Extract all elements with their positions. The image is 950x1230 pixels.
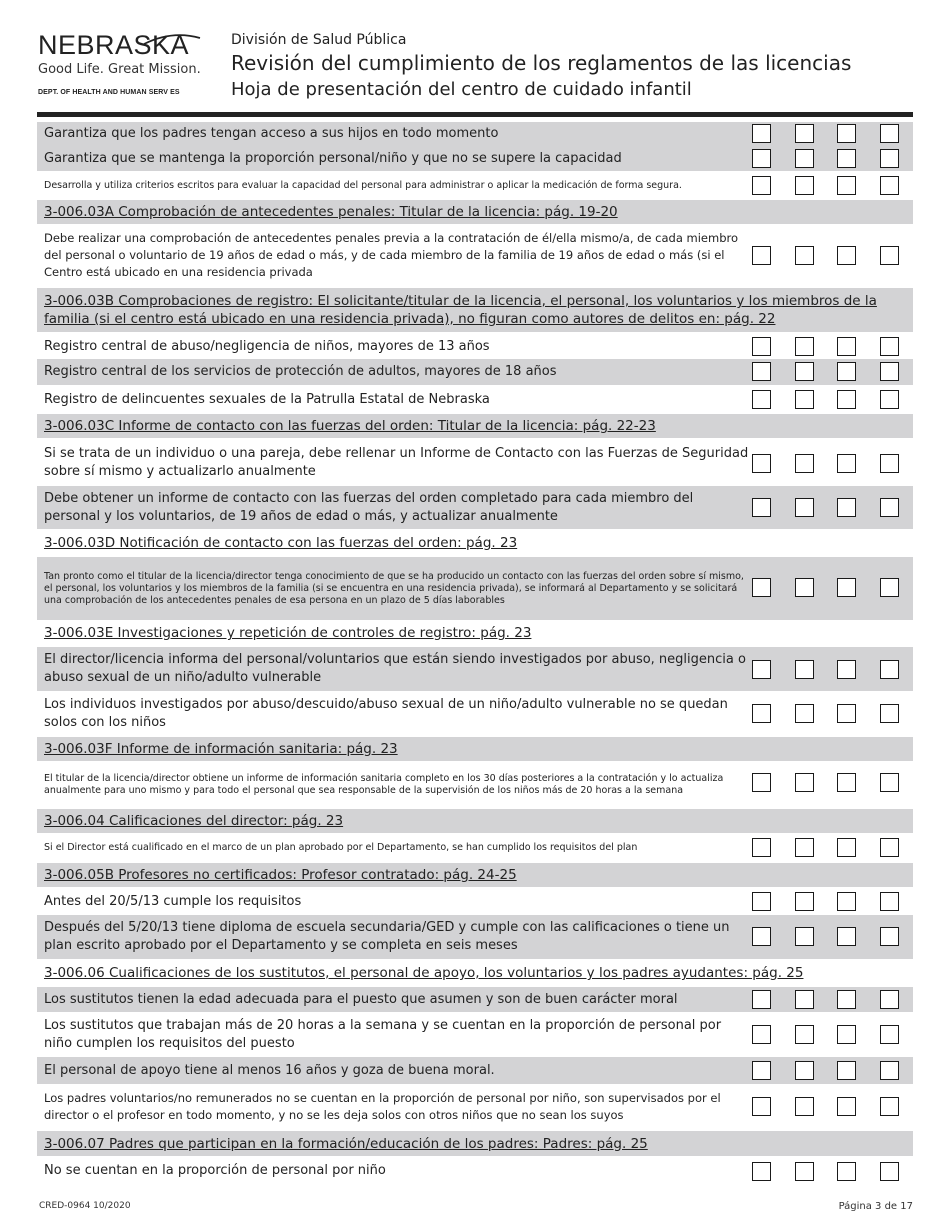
checkbox[interactable] <box>752 704 771 723</box>
checkbox[interactable] <box>752 149 771 168</box>
row-text: Los sustitutos que trabajan más de 20 horas a la semana y se cuentan en la proporción de personal por niño cumplen los requisitos del puesto <box>44 1017 722 1051</box>
section-title: 3-006.03A Comprobación de antecedentes penales: Titular de la licencia: pág. 19-20 <box>44 204 618 220</box>
row-text: Registro central de abuso/negligencia de niños, mayores de 13 años <box>44 338 490 354</box>
checkbox[interactable] <box>795 704 814 723</box>
section-title: 3-006.04 Calificaciones del director: pág. 23 <box>44 813 344 829</box>
section-heading <box>37 621 913 645</box>
checkbox[interactable] <box>795 838 814 857</box>
section-heading <box>37 961 913 985</box>
section-heading <box>37 737 913 761</box>
checkbox[interactable] <box>837 1097 856 1116</box>
row-text: El personal de apoyo tiene al menos 16 años y goza de buena moral. <box>44 1062 495 1078</box>
checkbox[interactable] <box>880 246 899 265</box>
page-title: Revisión del cumplimiento de los reglamentos de las licencias <box>231 51 852 75</box>
checkbox[interactable] <box>795 990 814 1009</box>
header-rule <box>37 112 913 117</box>
row-text: Si el Director está cualificado en el marco de un plan aprobado por el Departamento, se han cumplido los requisitos del plan <box>44 842 638 853</box>
checkbox[interactable] <box>752 246 771 265</box>
checkbox[interactable] <box>880 892 899 911</box>
checkbox[interactable] <box>752 337 771 356</box>
checkbox[interactable] <box>837 124 856 143</box>
section-heading <box>37 1131 913 1156</box>
row-text: El director/licencia informa del personal/voluntarios que están siendo investigados por abuso, negligencia o abuso sexual de un niño/adulto vulnerable <box>44 652 746 685</box>
section-title: 3-006.05B Profesores no certificados: Profesor contratado: pág. 24-25 <box>44 867 517 883</box>
logo-tagline: Good Life. Great Mission. <box>38 62 201 77</box>
division-name: División de Salud Pública <box>231 32 407 48</box>
checklist-row <box>37 915 913 959</box>
checkbox[interactable] <box>752 176 771 195</box>
checkbox[interactable] <box>795 149 814 168</box>
checklist-row <box>37 647 913 691</box>
checkbox[interactable] <box>795 337 814 356</box>
checkbox[interactable] <box>837 1061 856 1080</box>
checkbox[interactable] <box>752 454 771 473</box>
checkbox[interactable] <box>752 390 771 409</box>
checkbox[interactable] <box>795 1061 814 1080</box>
section-heading <box>37 200 913 224</box>
row-text: Debe obtener un informe de contacto con las fuerzas del orden completado para cada miembro del personal y los voluntarios, de 19 años de edad o más, y actualizar anualmente <box>44 490 694 524</box>
checkbox[interactable] <box>837 578 856 597</box>
checkbox[interactable] <box>880 838 899 857</box>
checkbox[interactable] <box>880 337 899 356</box>
section-heading <box>37 288 913 332</box>
checkbox[interactable] <box>752 1162 771 1181</box>
checkbox[interactable] <box>837 838 856 857</box>
checkbox[interactable] <box>837 337 856 356</box>
checkbox[interactable] <box>837 149 856 168</box>
checklist-row <box>37 835 913 861</box>
checklist-row <box>37 122 913 146</box>
checkbox[interactable] <box>837 773 856 792</box>
section-heading <box>37 414 913 438</box>
checkbox[interactable] <box>795 892 814 911</box>
row-text: Los sustitutos tienen la edad adecuada para el puesto que asumen y son de buen carácter moral <box>44 991 678 1007</box>
checkbox[interactable] <box>795 362 814 381</box>
form-number: CRED-0964 10/2020 <box>39 1201 131 1211</box>
checkbox[interactable] <box>795 660 814 679</box>
section-title: 3-006.03F Informe de información sanitaria: pág. 23 <box>44 741 398 757</box>
checkbox[interactable] <box>837 1162 856 1181</box>
checkbox[interactable] <box>752 838 771 857</box>
checkbox[interactable] <box>795 773 814 792</box>
row-text: Debe realizar una comprobación de antecedentes penales previa a la contratación de él/ella mismo/a, de cada miembro del personal o voluntario de 19 años de edad o más, y de cada miembro de la familia de 19 años de edad o más (si el Centro está ubicado en una residencia privada <box>44 230 739 279</box>
row-text: El titular de la licencia/director obtiene un informe de información sanitaria completo en los 30 días posteriores a la contratación y lo actualiza anualmente para uno mismo y para todo el personal que sea responsable de la supervisión de los niños más de 20 horas a la semana <box>44 773 724 796</box>
row-text: Registro central de los servicios de protección de adultos, mayores de 18 años <box>44 364 557 379</box>
section-title: 3-006.07 Padres que participan en la formación/educación de los padres: Padres: pág. 25 <box>44 1135 648 1152</box>
checkbox[interactable] <box>795 927 814 946</box>
section-title: 3-006.03D Notificación de contacto con las fuerzas del orden: pág. 23 <box>44 535 518 551</box>
checkbox[interactable] <box>752 498 771 517</box>
swoosh-icon <box>142 32 202 46</box>
checklist-row <box>37 1157 913 1185</box>
checkbox[interactable] <box>752 1025 771 1044</box>
checkbox[interactable] <box>880 660 899 679</box>
checkbox[interactable] <box>795 1025 814 1044</box>
row-text: Si se trata de un individuo o una pareja, debe rellenar un Informe de Contacto con las Fuerzas de Seguridad sobre sí mismo y actualizarlo anualmente <box>44 446 749 479</box>
checkbox[interactable] <box>795 454 814 473</box>
checkbox[interactable] <box>795 246 814 265</box>
checklist-row <box>37 1057 913 1084</box>
logo-department: DEPT. OF HEALTH AND HUMAN SERV ES <box>38 89 180 96</box>
checkbox[interactable] <box>752 892 771 911</box>
checkbox[interactable] <box>795 1162 814 1181</box>
logo-wordmark: NEBRASKA <box>38 30 190 60</box>
checkbox[interactable] <box>752 124 771 143</box>
row-text: No se cuentan en la proporción de personal por niño <box>44 1163 386 1178</box>
section-title: 3-006.03B Comprobaciones de registro: El solicitante/titular de la licencia, el personal, los voluntarios y los miembros de la familia (si el centro está ubicado en una residencia privada), no figuran como autores de delitos en: pág. 22 <box>44 293 877 327</box>
checkbox[interactable] <box>837 660 856 679</box>
checkbox[interactable] <box>837 454 856 473</box>
checkbox[interactable] <box>837 892 856 911</box>
section-heading <box>37 531 913 555</box>
checklist-row <box>37 386 913 413</box>
checkbox[interactable] <box>752 1097 771 1116</box>
checkbox[interactable] <box>837 390 856 409</box>
checkbox[interactable] <box>880 1097 899 1116</box>
row-text: Tan pronto como el titular de la licencia/director tenga conocimiento de que se ha producido un contacto con las fuerzas del orden sobre sí mismo, el personal, los voluntarios y los miembros de la familia (si se encuentra en una residencia privada), se informará al Departamento y se solicitará una comprobación de los antecedentes penales de esa persona en un plazo de 5 días laborables <box>44 570 744 606</box>
row-text: Garantiza que los padres tengan acceso a sus hijos en todo momento <box>44 126 499 141</box>
checklist-row <box>37 987 913 1012</box>
checkbox[interactable] <box>752 990 771 1009</box>
checklist-row <box>37 692 913 735</box>
checklist-row <box>37 224 913 286</box>
checkbox[interactable] <box>880 362 899 381</box>
checklist-row <box>37 146 913 171</box>
checkbox[interactable] <box>880 773 899 792</box>
checkbox[interactable] <box>837 990 856 1009</box>
checkbox[interactable] <box>752 362 771 381</box>
checkbox[interactable] <box>837 1025 856 1044</box>
checklist-row <box>37 486 913 529</box>
page-subtitle: Hoja de presentación del centro de cuidado infantil <box>231 79 692 100</box>
section-title: 3-006.03E Investigaciones y repetición de controles de registro: pág. 23 <box>44 625 532 641</box>
checklist-row <box>37 1085 913 1129</box>
section-heading <box>37 809 913 833</box>
row-text: Antes del 20/5/13 cumple los requisitos <box>44 893 302 909</box>
checklist-row <box>37 440 913 486</box>
checkbox[interactable] <box>752 927 771 946</box>
section-title: 3-006.06 Cualificaciones de los sustitutos, el personal de apoyo, los voluntarios y los padres ayudantes: pág. 25 <box>44 965 804 981</box>
row-text: Registro de delincuentes sexuales de la Patrulla Estatal de Nebraska <box>44 391 490 407</box>
checkbox[interactable] <box>752 578 771 597</box>
checkbox[interactable] <box>880 990 899 1009</box>
checkbox[interactable] <box>752 660 771 679</box>
checklist-row <box>37 334 913 359</box>
checkbox[interactable] <box>752 773 771 792</box>
checkbox[interactable] <box>880 704 899 723</box>
checkbox[interactable] <box>837 498 856 517</box>
checkbox[interactable] <box>880 149 899 168</box>
row-text: Garantiza que se mantenga la proporción personal/niño y que no se supere la capacidad <box>44 150 622 166</box>
checkbox[interactable] <box>880 454 899 473</box>
checkbox[interactable] <box>880 927 899 946</box>
checkbox[interactable] <box>795 498 814 517</box>
checkbox[interactable] <box>880 124 899 143</box>
checkbox[interactable] <box>795 176 814 195</box>
checkbox[interactable] <box>880 578 899 597</box>
checklist-row <box>37 889 913 914</box>
checkbox[interactable] <box>837 176 856 195</box>
checklist-row <box>37 557 913 620</box>
page-number: Página 3 de 17 <box>838 1201 913 1212</box>
checkbox[interactable] <box>795 124 814 143</box>
page-header <box>231 30 851 104</box>
checklist-row <box>37 359 913 385</box>
checklist-row <box>37 1013 913 1056</box>
section-title: 3-006.03C Informe de contacto con las fuerzas del orden: Titular de la licencia: pág. 22-23 <box>44 418 656 434</box>
checklist-row <box>37 763 913 807</box>
checkbox[interactable] <box>880 390 899 409</box>
row-text: Los individuos investigados por abuso/descuido/abuso sexual de un niño/adulto vulnerable no se quedan solos con los niños <box>44 696 728 730</box>
checkbox[interactable] <box>837 246 856 265</box>
checkbox[interactable] <box>837 927 856 946</box>
nebraska-logo <box>38 30 208 96</box>
checkbox[interactable] <box>795 1097 814 1116</box>
checkbox[interactable] <box>880 498 899 517</box>
section-heading <box>37 863 913 887</box>
checkbox[interactable] <box>880 1025 899 1044</box>
checkbox[interactable] <box>837 362 856 381</box>
row-text: Desarrolla y utiliza criterios escritos para evaluar la capacidad del personal para administrar o aplicar la medicación de forma segura. <box>44 179 682 191</box>
row-text: Después del 5/20/13 tiene diploma de escuela secundaria/GED y cumple con las calificaciones o tiene un plan escrito aprobado por el Departamento y se completa en seis meses <box>44 920 730 953</box>
checkbox[interactable] <box>837 704 856 723</box>
row-text: Los padres voluntarios/no remunerados no se cuentan en la proporción de personal por niño, son supervisados por el director o el profesor en todo momento, y no se les deja solos con otros niños que no sean los suyos <box>44 1091 721 1122</box>
checkbox[interactable] <box>880 176 899 195</box>
checkbox[interactable] <box>795 390 814 409</box>
checkbox[interactable] <box>880 1162 899 1181</box>
checkbox[interactable] <box>880 1061 899 1080</box>
checklist-row <box>37 172 913 199</box>
checkbox[interactable] <box>795 578 814 597</box>
checkbox[interactable] <box>752 1061 771 1080</box>
